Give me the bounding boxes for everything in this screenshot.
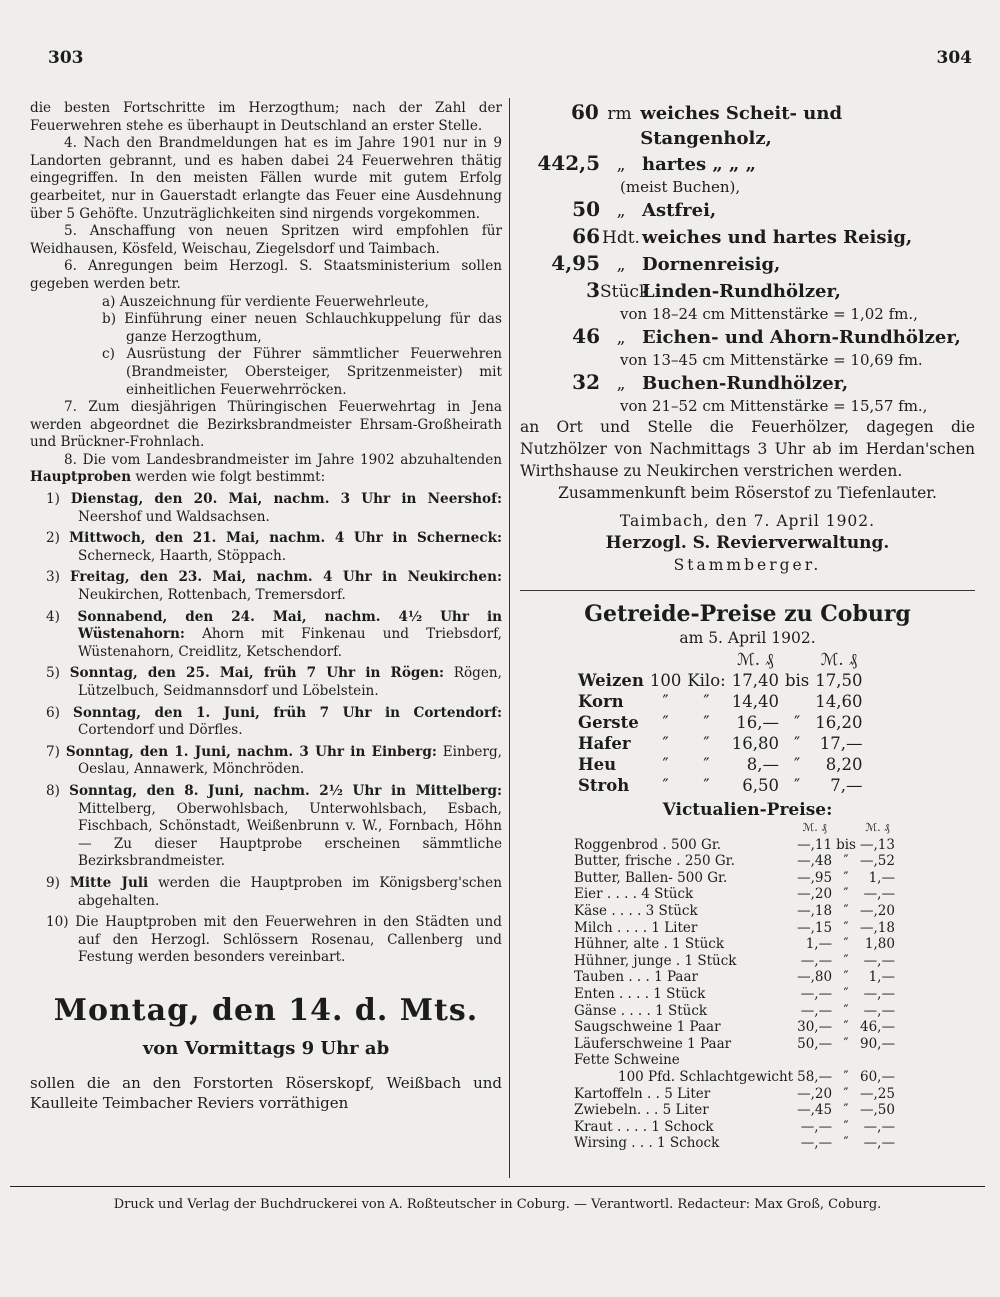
ditto-mark: ″ (843, 919, 849, 936)
item-name: Milch . . . . 1 Liter (574, 919, 698, 936)
currency-pfennig: ₰ (821, 821, 827, 834)
price-max: 7,— (830, 776, 863, 795)
item-when: Dienstag, den 20. Mai, nachm. 3 Uhr in Neershof: (70, 491, 502, 508)
paragraph-6: 6. Anregungen beim Herzogl. S. Staatsministerium sollen gegeben werden betr. (30, 258, 502, 292)
item-name: Kraut . . . . 1 Schock (574, 1118, 714, 1135)
item-name: Läuferschweine 1 Paar (574, 1035, 732, 1052)
table-row (575, 733, 866, 754)
ditto-mark: ″ (662, 776, 669, 795)
price-min: 6,50 (742, 776, 779, 795)
ditto-mark: ″ (703, 692, 710, 711)
item-when: Mittwoch, den 21. Mai, nachm. 4 Uhr in Scherneck: (69, 530, 503, 547)
ditto-mark: ″ (843, 886, 849, 903)
item-name: Roggenbrod . 500 Gr. (574, 836, 722, 853)
price-min: —,11 (797, 836, 833, 853)
wood-item (520, 224, 975, 251)
item-number: 6) (46, 704, 60, 721)
paragraph-7: 7. Zum diesjährigen Thüringischen Feuerwehrtag in Jena werden abgeordnet die Bezirksbrandmeister Ehrsam-Großheirath und Brückner-Frohnlach. (30, 399, 502, 451)
victuals-title: Victualien-Preise: (662, 800, 833, 820)
wood-unit: rm (607, 104, 632, 124)
ditto-mark: ″ (843, 969, 849, 986)
currency-mark: ℳ. (820, 650, 844, 669)
announcement-title: Montag, den 14. d. Mts. (53, 992, 479, 1028)
wood-quantity: 60 (570, 100, 599, 124)
ditto-mark: ″ (662, 713, 669, 732)
list-item (30, 609, 502, 662)
wood-quantity: 4,95 (551, 251, 600, 275)
currency-pfennig: ₰ (765, 650, 774, 669)
price-max: —,25 (859, 1085, 895, 1102)
left-column (30, 100, 502, 1113)
issuing-office: Herzogl. S. Revierverwaltung. (605, 533, 890, 553)
wood-item (520, 370, 975, 416)
test-schedule-list (30, 491, 502, 967)
sale-text: an Ort und Stelle die Feuerhölzer, dagegen die Nutzhölzer von Nachmittags 3 Uhr ab im Herdan'schen Wirthshause zu Neukirchen verstrichen werden. (520, 418, 975, 480)
range-word: bis (784, 671, 810, 690)
price-min: —,95 (797, 869, 833, 886)
list-item (30, 530, 502, 565)
item-number: 9) (46, 874, 60, 891)
price-max: —,50 (859, 1102, 895, 1119)
wood-quantity: 32 (572, 370, 600, 394)
list-item (30, 705, 502, 740)
table-row (572, 853, 897, 870)
meeting-point: Zusammenkunft beim Röserstof zu Tiefenlauter. (558, 484, 937, 502)
item-name: Kartoffeln . . 5 Liter (574, 1085, 711, 1102)
price-max: —,18 (859, 919, 895, 936)
wood-description: hartes „ „ „ (642, 154, 756, 175)
price-max: 16,20 (815, 713, 863, 732)
price-min: 30,— (797, 1019, 833, 1036)
item-number: 4) (46, 608, 60, 625)
ditto-mark: ″ (843, 869, 849, 886)
grain-name: Weizen (578, 671, 644, 690)
table-row (572, 1019, 897, 1036)
item-places: Rögen, Lützelbuch, Seidmannsdorf und Löbelstein. (78, 665, 502, 699)
list-item (30, 744, 502, 779)
grain-price-title: Getreide-Preise zu Coburg (584, 601, 911, 627)
item-places: Neershof und Waldsachsen. (78, 508, 270, 525)
wood-detail: (meist Buchen), (620, 178, 741, 196)
grain-name: Korn (578, 692, 624, 711)
wood-unit: Hdt. (602, 228, 640, 248)
wood-quantity: 46 (572, 324, 600, 348)
table-row (572, 953, 897, 970)
column-divider (509, 98, 510, 1178)
item-when: Sonntag, den 25. Mai, früh 7 Uhr in Rögen: (69, 665, 444, 682)
price-min: 8,— (746, 755, 779, 774)
table-row (572, 1052, 897, 1069)
paragraph-4: 4. Nach den Brandmeldungen hat es im Jahre 1901 nur in 9 Landorten gebrannt, und es haben dabei 24 Feuerwehren thätig eingegriffen. In den meisten Fällen wurde mit gutem Erfolg gearbeitet, nur in Gauerstadt erlangte das Feuer eine Ausdehnung über 5 Gehöfte. Unzuträglichkeiten sind nirgends vorgekommen. (30, 135, 502, 222)
item-name: Butter, frische . 250 Gr. (574, 853, 735, 870)
right-column (520, 100, 975, 1152)
wood-item (520, 151, 975, 197)
list-item (30, 491, 502, 526)
item-name: Zwiebeln. . . 5 Liter (574, 1102, 709, 1119)
ditto-mark: ″ (662, 755, 669, 774)
table-row (572, 1069, 897, 1086)
price-min: —,— (800, 985, 833, 1002)
grain-name: Hafer (578, 734, 631, 753)
table-row (572, 1036, 897, 1053)
item-places: Einberg, Oeslau, Annawerk, Mönchröden. (78, 743, 502, 778)
table-row (572, 920, 897, 937)
ditto-mark: ″ (794, 734, 801, 753)
wood-description: Buchen-Rundhölzer, (642, 373, 849, 394)
paragraph-8-bold: Hauptproben (30, 469, 132, 486)
price-min: 17,40 (731, 671, 779, 690)
wood-description: Eichen- und Ahorn-Rundhölzer, (642, 327, 961, 348)
wood-detail: von 13–45 cm Mittenstärke = 10,69 fm. (620, 351, 923, 369)
item-number: 7) (46, 743, 60, 760)
paragraph-6a: a) Auszeichnung für verdiente Feuerwehrleute, (102, 293, 429, 310)
item-places: Scherneck, Haarth, Stöppach. (78, 547, 287, 564)
price-max: —,— (863, 886, 895, 903)
ditto-mark: ″ (703, 713, 710, 732)
item-number: 8) (46, 782, 60, 799)
price-max: —,— (863, 1002, 895, 1019)
ditto-mark: ″ (703, 734, 710, 753)
price-min: —,20 (797, 1085, 833, 1102)
price-max: 17,50 (815, 671, 863, 690)
price-max: 1,— (868, 969, 895, 986)
table-row (575, 754, 866, 775)
wood-unit: „ (616, 255, 626, 275)
currency-pfennig: ₰ (884, 821, 890, 834)
list-item (30, 783, 502, 871)
price-max: 8,20 (825, 755, 863, 774)
price-max: —,— (863, 952, 895, 969)
item-name: Gänse . . . . 1 Stück (574, 1002, 708, 1019)
currency-mark: ℳ. (865, 821, 881, 834)
table-row (575, 712, 866, 733)
table-row (572, 936, 897, 953)
wood-item (520, 324, 975, 370)
price-max: 1,80 (864, 936, 895, 953)
ditto-mark: ″ (662, 734, 669, 753)
ditto-mark: ″ (843, 1135, 849, 1152)
wood-quantity: 50 (572, 197, 600, 221)
item-name: Hühner, alte . 1 Stück (574, 936, 725, 953)
item-number: 1) (46, 491, 60, 508)
place-date: Taimbach, den 7. April 1902. (619, 512, 876, 530)
grain-name: Stroh (578, 776, 630, 795)
section-divider (520, 590, 975, 591)
paragraph-8-pre: 8. Die vom Landesbrandmeister im Jahre 1902 abzuhaltenden (64, 451, 502, 468)
item-name: Fette Schweine (574, 1052, 680, 1069)
ditto-mark: ″ (843, 1102, 849, 1119)
page-number-left: 303 (48, 48, 84, 68)
price-min: —,80 (797, 969, 833, 986)
wood-description: Astfrei, (642, 200, 717, 221)
item-when: Sonntag, den 8. Juni, nachm. 2½ Uhr in Mittelberg: (69, 782, 502, 799)
currency-mark: ℳ. (737, 650, 761, 669)
wood-list (520, 100, 975, 416)
ditto-mark: ″ (843, 952, 849, 969)
paragraph-intro: die besten Fortschritte im Herzogthum; nach der Zahl der Feuerwehren stehe es überhaupt in Deutschland an erster Stelle. (30, 100, 502, 134)
wood-quantity: 3 (586, 278, 600, 302)
table-row (572, 1119, 897, 1136)
ditto-mark: ″ (794, 776, 801, 795)
item-places: Cortendorf und Dörfles. (78, 722, 243, 739)
wood-detail: von 21–52 cm Mittenstärke = 15,57 fm., (620, 397, 928, 415)
item-when: Freitag, den 23. Mai, nachm. 4 Uhr in Neukirchen: (69, 569, 502, 586)
item-name: Hühner, junge . 1 Stück (574, 952, 737, 969)
price-max: —,20 (859, 902, 895, 919)
wood-detail: von 18–24 cm Mittenstärke = 1,02 fm., (620, 305, 918, 323)
ditto-mark: ″ (843, 1035, 849, 1052)
table-row (572, 903, 897, 920)
announcement-time: von Vormittags 9 Uhr ab (142, 1037, 390, 1059)
ditto-mark: ″ (794, 755, 801, 774)
grain-name: Heu (578, 755, 617, 774)
wood-description: weiches und hartes Reisig, (642, 227, 913, 248)
paragraph-5: 5. Anschaffung von neuen Spritzen wird empfohlen für Weidhausen, Kösfeld, Weischau, Ziegelsdorf und Taimbach. (30, 223, 502, 257)
item-when: Mitte Juli (69, 874, 149, 891)
table-row (572, 1086, 897, 1103)
table-row (575, 775, 866, 796)
wood-item (520, 278, 975, 324)
paragraph-6b: b) Einführung einer neuen Schlauchkuppelung für das ganze Herzogthum, (102, 311, 502, 345)
table-row (575, 691, 866, 712)
table-row (575, 670, 866, 691)
list-item (30, 569, 502, 604)
item-places: werden die Hauptproben im Königsberg'schen abgehalten. (78, 874, 502, 909)
list-item (30, 914, 502, 967)
price-min: 50,— (797, 1035, 833, 1052)
wood-unit: „ (616, 374, 626, 394)
table-row (572, 986, 897, 1003)
paragraph-6c: c) Ausrüstung der Führer sämmtlicher Feuerwehren (Brandmeister, Obersteiger, Spritzenmeister) mit einheitlichen Feuerwehrröcken. (102, 346, 502, 398)
ditto-mark: ″ (843, 1019, 849, 1036)
item-when: Sonntag, den 1. Juni, nachm. 3 Uhr in Einberg: (65, 743, 437, 760)
price-max: —,— (863, 985, 895, 1002)
currency-header-row (572, 820, 897, 837)
price-min: 16,80 (731, 734, 779, 753)
ditto-mark: ″ (662, 692, 669, 711)
wood-item (520, 100, 975, 151)
imprint-footer: Druck und Verlag der Buchdruckerei von A. Roßteutscher in Coburg. — Verantwortl. Redacteur: Max Groß, Coburg. (10, 1186, 985, 1212)
item-when: Sonntag, den 1. Juni, früh 7 Uhr in Cortendorf: (73, 704, 502, 721)
currency-header-row (575, 649, 866, 670)
item-name: Eier . . . . 4 Stück (574, 886, 694, 903)
item-name: Saugschweine 1 Paar (574, 1019, 721, 1036)
price-min: 14,40 (731, 692, 779, 711)
ditto-mark: ″ (843, 1085, 849, 1102)
wood-unit: Stück (600, 282, 650, 302)
table-row (572, 1102, 897, 1119)
price-min: —,20 (797, 886, 833, 903)
grain-price-table (575, 649, 866, 796)
table-row (572, 886, 897, 903)
item-when: Sonnabend, den 24. Mai, nachm. 4½ Uhr in Wüstenahorn: (77, 608, 502, 643)
list-item (30, 875, 502, 910)
price-min: 58,— (797, 1068, 833, 1085)
price-min: —,— (800, 952, 833, 969)
price-max: 1,— (868, 869, 895, 886)
grain-price-date: am 5. April 1902. (679, 629, 816, 647)
price-max: —,— (863, 1118, 895, 1135)
price-min: —,18 (797, 902, 833, 919)
price-min (795, 1052, 834, 1069)
ditto-mark: ″ (843, 936, 849, 953)
wood-description: Dornenreisig, (642, 254, 781, 275)
wood-description: weiches Scheit- und Stangenholz, (640, 103, 843, 149)
price-min: —,— (800, 1135, 833, 1152)
table-row (572, 870, 897, 887)
ditto-mark: ″ (703, 755, 710, 774)
item-places: Mittelberg, Oberwohlsbach, Unterwohlsbach, Esbach, Fischbach, Schönstadt, Weißenbrunn v. W., Fornbach, Höhn — Zu dieser Hauptprobe erscheinen sämmtliche Bezirksbrandmeister. (78, 800, 502, 870)
paragraph-8-post: werden wie folgt bestimmt: (135, 469, 326, 486)
ditto-mark: ″ (703, 776, 710, 795)
price-min: —,45 (797, 1102, 833, 1119)
item-places: Ahorn mit Finkenau und Triebsdorf, Wüstenahorn, Creidlitz, Ketschendorf. (78, 626, 502, 660)
page-number-right: 304 (936, 48, 972, 68)
price-max (858, 1052, 897, 1069)
price-max: —,13 (859, 836, 895, 853)
price-max: 90,— (859, 1035, 895, 1052)
ditto-mark: ″ (843, 1002, 849, 1019)
item-number: 5) (46, 665, 60, 682)
ditto-mark: ″ (843, 902, 849, 919)
grain-name: Gerste (578, 713, 639, 732)
item-number: 2) (46, 530, 60, 547)
item-name: 100 Pfd. Schlachtgewicht (618, 1068, 794, 1085)
range-word: bis (836, 836, 856, 853)
price-min: —,15 (797, 919, 833, 936)
item-places: Neukirchen, Rottenbach, Tremersdorf. (78, 587, 346, 604)
item-name: Butter, Ballen- 500 Gr. (574, 869, 728, 886)
price-max: 46,— (859, 1019, 895, 1036)
wood-item (520, 251, 975, 278)
price-min: 16,— (736, 713, 779, 732)
price-max: 17,— (819, 734, 863, 753)
victuals-price-table (572, 820, 897, 1152)
ditto-mark: ″ (843, 1118, 849, 1135)
price-max: —,52 (859, 853, 895, 870)
item-places: Die Hauptproben mit den Feuerwehren in den Städten und auf den Herzogl. Schlössern Rosenau, Callenberg und Festung werden besonders vereinbart. (75, 914, 502, 966)
price-max: 60,— (859, 1068, 895, 1085)
price-min: —,— (800, 1002, 833, 1019)
price-min: —,— (800, 1118, 833, 1135)
price-min: —,48 (797, 853, 833, 870)
wood-quantity: 66 (572, 224, 600, 248)
item-number: 3) (46, 569, 60, 586)
ditto-mark: ″ (843, 985, 849, 1002)
item-name: Enten . . . . 1 Stück (574, 985, 706, 1002)
list-item (30, 665, 502, 700)
item-name: Wirsing . . . 1 Schock (574, 1135, 720, 1152)
item-name: Tauben . . . 1 Paar (574, 969, 698, 986)
table-row (572, 1003, 897, 1020)
price-min: 1,— (805, 936, 833, 953)
item-name: Käse . . . . 3 Stück (574, 902, 698, 919)
currency-pfennig: ₰ (848, 650, 858, 669)
wood-quantity: 442,5 (537, 151, 600, 175)
price-max: —,— (863, 1135, 895, 1152)
ditto-mark: ″ (794, 713, 801, 732)
wood-unit: „ (616, 328, 626, 348)
ditto-mark: ″ (843, 853, 849, 870)
table-row (572, 1135, 897, 1152)
signer: Stammberger. (673, 556, 822, 574)
wood-item (520, 197, 975, 224)
grain-unit-amount: 100 (649, 671, 682, 690)
wood-description: Linden-Rundhölzer, (642, 281, 841, 302)
announcement-text: sollen die an den Forstorten Röserskopf, Weißbach und Kaulleite Teimbacher Reviers vorräthigen (30, 1073, 502, 1112)
paragraph-8 (30, 452, 502, 487)
ditto-mark: ″ (843, 1068, 849, 1085)
item-number: 10) (46, 914, 69, 931)
wood-unit: „ (616, 201, 626, 221)
wood-unit: „ (616, 155, 626, 175)
table-row (572, 837, 897, 854)
grain-unit-label: Kilo: (687, 671, 726, 690)
table-row (572, 969, 897, 986)
currency-mark: ℳ. (802, 821, 818, 834)
price-max: 14,60 (815, 692, 863, 711)
